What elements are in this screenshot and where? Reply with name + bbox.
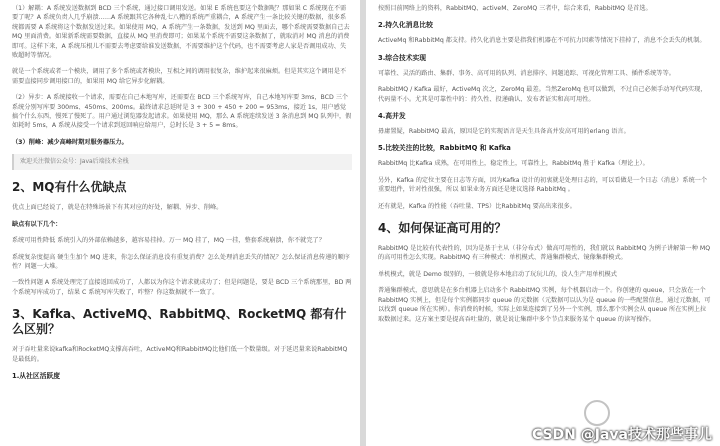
- paragraph-complexity: 系统复杂度提高 硬生生加个 MQ 进来，你怎么保证消息没有重复消费？怎么处理消息丢失的情况？怎么保证消息传递的顺序性？问题一大堆。: [12, 253, 350, 270]
- paragraph-persistence: ActiveMq 和RabbitMq 都支持。持久化消息主要是指我们机器在不可抗力因素等情况下挂掉了，消息不会丢失的机制。: [378, 37, 706, 45]
- paragraph-ha-intro: RabbitMQ 是比较有代表性的，因为是基于主从（非分布式）做高可用性的，我们就以 RabbitMQ 为例子讲解第一种 MQ 的高可用性怎么实现。RabbitMQ 有三种模式：单机模式、普通集群模式、镜像集群模式。: [378, 245, 711, 262]
- paragraph-maturity: RabbitMq 比Kafka 成熟，在可用性上，稳定性上，可靠性上，RabbitMq 胜于 Kafka（理论上）。: [378, 160, 649, 168]
- heading-pros-cons: 2、MQ有什么优缺点: [12, 180, 127, 195]
- paragraph-throughput: 对于吞吐量来说kafka和RocketMQ支撑高吞吐，ActiveMQ和RabbitMQ比他们低一个数量级。对于延迟量来说RabbitMQ是最低的。: [12, 346, 348, 363]
- paragraph-cons-intro: 缺点有以下几个：: [12, 220, 62, 228]
- paragraph-decoupling: （1）解耦：A 系统发送数据到 BCD 三个系统，通过接口调用发送。如果 E 系统也要这个数据呢？那如果 C 系统现在不需要了呢？A 系统负责人几乎崩溃……A 系统跟其它各种乱七八糟的系统严重耦合，A 系统产生一条比较关键的数据，很多系统都需要 A 系统将这个数据发送过来。如果使用 MQ，A 系统产生一条数据，发送到 MQ 里面去，哪个系统需要数据自己去 MQ 里面消费。如果新系统需要数据，直接从 MQ 里消费即可；如果某个系统不需要这条数据了，就取消对 MQ 消息的消费即可。这样下来，A 系统压根儿不需要去考虑要给谁发送数据，不需要维护这个代码，也不需要考虑人家是否调用成功、失败超时等情况。: [12, 5, 350, 60]
- paragraph-tech-features: 可靠性、灵活的路由、集群、事务、高可用的队列、消息排序、问题追踪、可视化管理工具、插件系统等等。: [378, 69, 675, 77]
- paragraph-peak-shaving: （3）削峰：减少高峰时期对服务器压力。: [12, 138, 128, 146]
- right-document-page: [366, 0, 720, 446]
- paragraph-decoupling-summary: 就是一个系统或者一个模块，调用了多个系统或者模块，互相之间的调用很复杂，维护起来很麻烦。但是其实这个调用是不需要直接同步调用接口的，如果用 MQ 给它异步化解耦。: [12, 68, 347, 85]
- paragraph-pros: 优点上面已经说了，就是在特殊场景下有其对应的好处，解耦、异步、削峰。: [12, 204, 223, 212]
- wechat-note: 欢迎关注微信公众号：Java后端技术全栈: [12, 154, 352, 170]
- csdn-watermark: CSDN @Java技术那些事儿: [531, 427, 712, 443]
- heading-mq-comparison: 3、Kafka、ActiveMQ、RabbitMQ、RocketMQ 都有什么区别？: [12, 307, 347, 337]
- paragraph-consistency: 一致性问题 A 系统处理完了直接返回成功了，人都以为你这个请求就成功了；但是问题是，要是 BCD 三个系统那里，BD 两个系统写库成功了，结果 C 系统写库失败了，咋整？你这数据就不一致了。: [12, 279, 352, 296]
- paragraph-kafka-logs: 另外，Kafka 的定位主要在日志等方面，因为Kafka 设计的初衷就是处理日志的，可以看做是一个日志（消息）系统一个重要组件，针对性很强，所以 如果业务方面还是建议选择 RabbitMq 。: [378, 176, 708, 194]
- paragraph-cluster-mode: 普通集群模式，意思就是在多台机器上启动多个 RabbitMQ 实例，每个机器启动一个。你创建的 queue，只会放在一个 RabbitMQ 实例上，但是每个实例都同步 queue 的元数据（元数据可以认为是 queue 的一些配置信息，通过元数据，可以找到 queue 所在实例）。你消费的时候，实际上如果连接到了另外一个实例，那么那个实例会从 queue 所在实例上拉取数据过来。这方案主要是提高吞吐量的，就是说让集群中多个节点来服务某个 queue 的读写操作。: [378, 287, 711, 323]
- paragraph-concurrency: 毋庸置疑，RabbitMQ 最高，原因是它的实现语言是天生具备高并发高可用的erlang 语言。: [378, 128, 630, 136]
- paragraph-tech-ranking: RabbitMQ / Kafka 最好，ActiveMq 次之，ZeroMq 最差。当然ZeroMq 也可以做到，不过自己必须手动写代码实现，代码量不小。尤其是可靠性中的：持久性、投递确认、发布者证实和高可用性。: [378, 86, 707, 103]
- paragraph-async: （2）异步：A 系统接收一个请求，需要在自己本地写库，还需要在 BCD 三个系统写库，自己本地写库要 3ms，BCD 三个系统分别写库要 300ms、450ms、200ms。最终请求总延时是 3 + 300 + 450 + 200 = 953ms，接近 1s，用户感觉搞个什么东西，慢死了慢死了。用户通过浏览器发起请求。如果使用 MQ，那么 A 系统连续发送 3 条消息到 MQ 队列中，假如耗时 5ms，A 系统从接受一个请求到返回响应给用户，总时长是 3 + 5 = 8ms。: [12, 94, 352, 130]
- watermark-logo-icon: [584, 400, 610, 426]
- paragraph-single-mode: 单机模式，就是 Demo 级别的，一般就是你本地启动了玩玩儿的，没人生产用单机模式: [378, 270, 617, 278]
- heading-community: 1.从社区活跃度: [12, 371, 61, 380]
- paragraph-kafka-performance: 还有就是，Kafka 的性能（吞吐量、TPS）比RabbitMq 要高出来很多。: [378, 202, 576, 210]
- heading-rabbit-vs-kafka: 5.比较关注的比较，RabbitMQ 和 Kafka: [378, 144, 511, 153]
- heading-high-availability: 4、如何保证高可用的？: [378, 221, 507, 236]
- heading-tech: 3.综合技术实现: [378, 53, 427, 62]
- paragraph-availability: 系统可用性降低 系统引入的外部依赖越多，越容易挂掉。万一 MQ 挂了，MQ 一挂，整套系统崩溃，你不就完了？: [12, 237, 325, 245]
- heading-persistence: 2.持久化消息比较: [378, 21, 433, 30]
- paragraph-community-summary: 按照目前网络上的资料，RabbitMQ、activeM、ZeroMQ 三者中，综合来看，RabbitMQ 是首选。: [378, 5, 652, 12]
- heading-concurrency: 4.高并发: [378, 112, 406, 121]
